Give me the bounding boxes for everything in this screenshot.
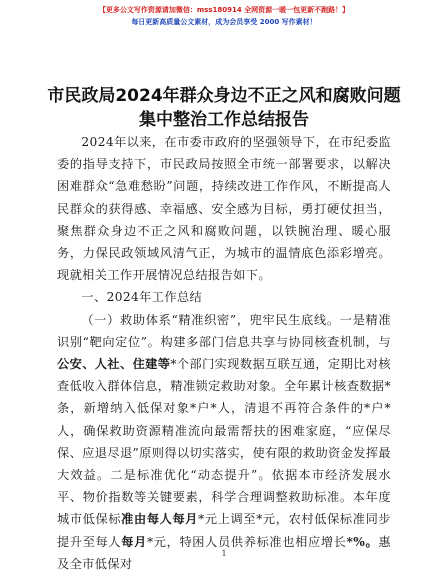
title-line-2: 集中整治工作总结报告 — [139, 110, 309, 130]
bold-text: *%。 — [346, 534, 379, 549]
document-body — [57, 131, 391, 575]
page-number: 1 — [221, 549, 227, 558]
paragraph-text: 惠及全市低保对 — [57, 534, 391, 571]
bold-text: 每月 — [121, 534, 147, 549]
paragraph-text: *个部门实现数据互联互通，定期比对核查低收入群体信息，精准锁定救助对象。全年累计核查数据*条，新增纳入低保对象*户*人，清退不再符合条件的*户*人，确保救助资源精准流向最需帮扶的困难家庭，“应保尽保、应退尽退”原则得以切实落实，使有限的救助资金发挥最大效益。二是标准优化“动态提升”。依据本市经济发展水平、物价指数等关键要素，科学合理调整救助标准。本年度城市低保标 — [57, 357, 391, 527]
paragraph-text: （一）救助体系“精准织密”，兜牢民生底线。一是精准识别“靶向定位”。构建多部门信息共享与协同核查机制，与 — [57, 312, 391, 349]
bold-text: 准由每人每月 — [121, 512, 199, 527]
document-title — [0, 84, 448, 132]
intro-paragraph: 2024年以来，在市委市政府的坚强领导下，在市纪委监委的指导支持下，市民政局按照全市统一部署要求，以解决困难群众“急难愁盼”问题，持续改进工作作风，不断提高人民群众的获得感、幸福感、安全感为目标，勇打硬仗担当，聚焦群众身边不正之风和腐败问题，以铁腕治理、暖心服务，力保民政领域风清气正，为城市的温情底色添彩增亮。现就相关工作开展情况总结报告如下。 — [57, 135, 391, 283]
section-heading-1: 一、2024年工作总结 — [81, 290, 203, 305]
bold-text: 公安、人社、住建等 — [57, 357, 171, 372]
banner-line-1: 【更多公文写作资源请加微信：mss180914 全网资源一暖一包更新不跑路！】 — [98, 6, 350, 14]
header-banner — [0, 4, 448, 28]
title-line-1: 市民政局2024年群众身边不正之风和腐败问题 — [47, 86, 401, 106]
banner-line-2: 每日更新高质量公文素材，成为会员享受 2000 写作素材！ — [131, 18, 317, 26]
relief-system-paragraph — [57, 309, 391, 575]
paragraph-text: *元上调至*元，农村低保标准同步提升至每人 — [57, 512, 391, 549]
paragraph-text: *元，特困人员供养标准也相应增长 — [146, 534, 347, 549]
